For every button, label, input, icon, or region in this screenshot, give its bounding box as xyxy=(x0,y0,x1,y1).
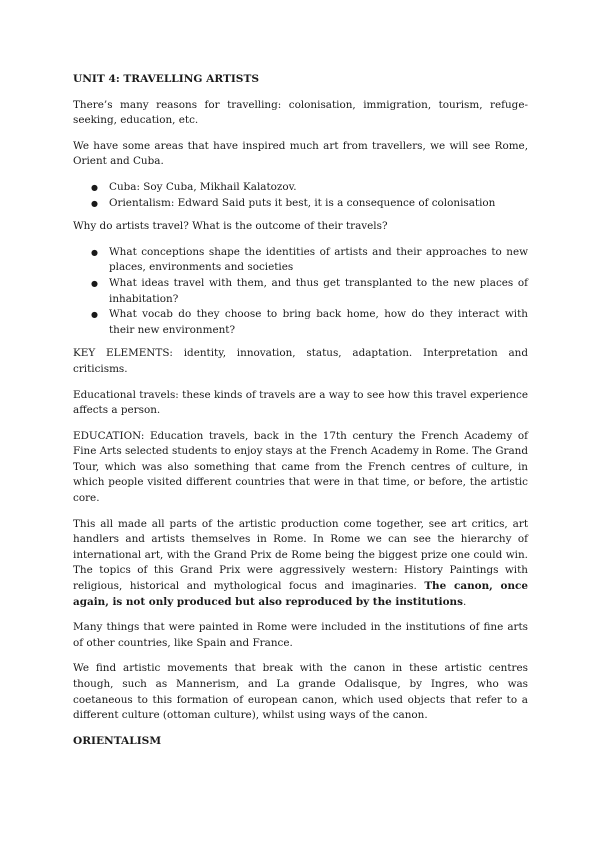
paragraph-key-elements: KEY ELEMENTS: identity, innovation, status, adaptation. Interpretation and criticisms. xyxy=(73,347,528,375)
paragraph-areas: We have some areas that have inspired much art from travellers, we will see Rome, Orient and Cuba. xyxy=(73,139,528,168)
paragraph-questions: Why do artists travel? What is the outcome of their travels? xyxy=(73,220,388,233)
questions-list xyxy=(73,245,528,339)
list-item: ● Orientalism: Edward Said puts it best, it is a consequence of colonisation xyxy=(109,196,528,212)
paragraph-educational-travels: Educational travels: these kinds of travels are a way to see how this travel experience affects a person. xyxy=(73,388,528,417)
paragraph-education: EDUCATION: Education travels, back in the 17th century the French Academy of Fine Arts selected students to enjoy stays at the French Academy in Rome. The Grand Tour, which was also something that came from the French centres of culture, in which people visited different countries that were in that time, or before, the artistic core. xyxy=(73,429,529,505)
list-item: ● What conceptions shape the identities of artists and their approaches to new places, environments and societies xyxy=(109,245,528,276)
section-heading-orientalism: ORIENTALISM xyxy=(73,734,162,747)
paragraph-institutions: Many things that were painted in Rome were included in the institutions of fine arts of other countries, like Spain and France. xyxy=(73,621,528,649)
list-item: ● What vocab do they choose to bring back home, how do they interact with their new environment? xyxy=(109,307,528,338)
list-item: ● What ideas travel with them, and thus get transplanted to the new places of inhabitation? xyxy=(109,276,528,307)
canon-emphasis: The canon, once again, is not only produced but also reproduced by the institutions xyxy=(73,580,528,608)
paragraph-rome-end: . xyxy=(462,595,467,608)
paragraph-movements: We find artistic movements that break with the canon in these artistic centres though, such as Mannerism, and La grande Odalisque, by Ingres, who was coetaneous to this formation of european canon, which used objects that refer to a different culture (ottoman culture), whilst using ways of the canon. xyxy=(73,662,528,722)
paragraph-rome-text: This all made all parts of the artistic production come together, see art critics, art handlers and artists themselves in Rome. In Rome we can see the hierarchy of international art, with the Grand Prix de Rome being the biggest prize one could win. The topics of this Grand Prix were aggressively western: History Paintings with religious, historical and mythological focus and imaginaries. xyxy=(73,517,528,593)
paragraph-rome xyxy=(73,517,528,611)
document-title: UNIT 4: TRAVELLING ARTISTS xyxy=(73,73,259,85)
list-item: ● Cuba: Soy Cuba, Mikhail Kalatozov. xyxy=(109,180,528,196)
paragraph-reasons: There’s many reasons for travelling: colonisation, immigration, tourism, refuge-seeking, education, etc. xyxy=(73,98,528,127)
areas-list xyxy=(73,180,528,211)
document-page xyxy=(73,72,528,759)
